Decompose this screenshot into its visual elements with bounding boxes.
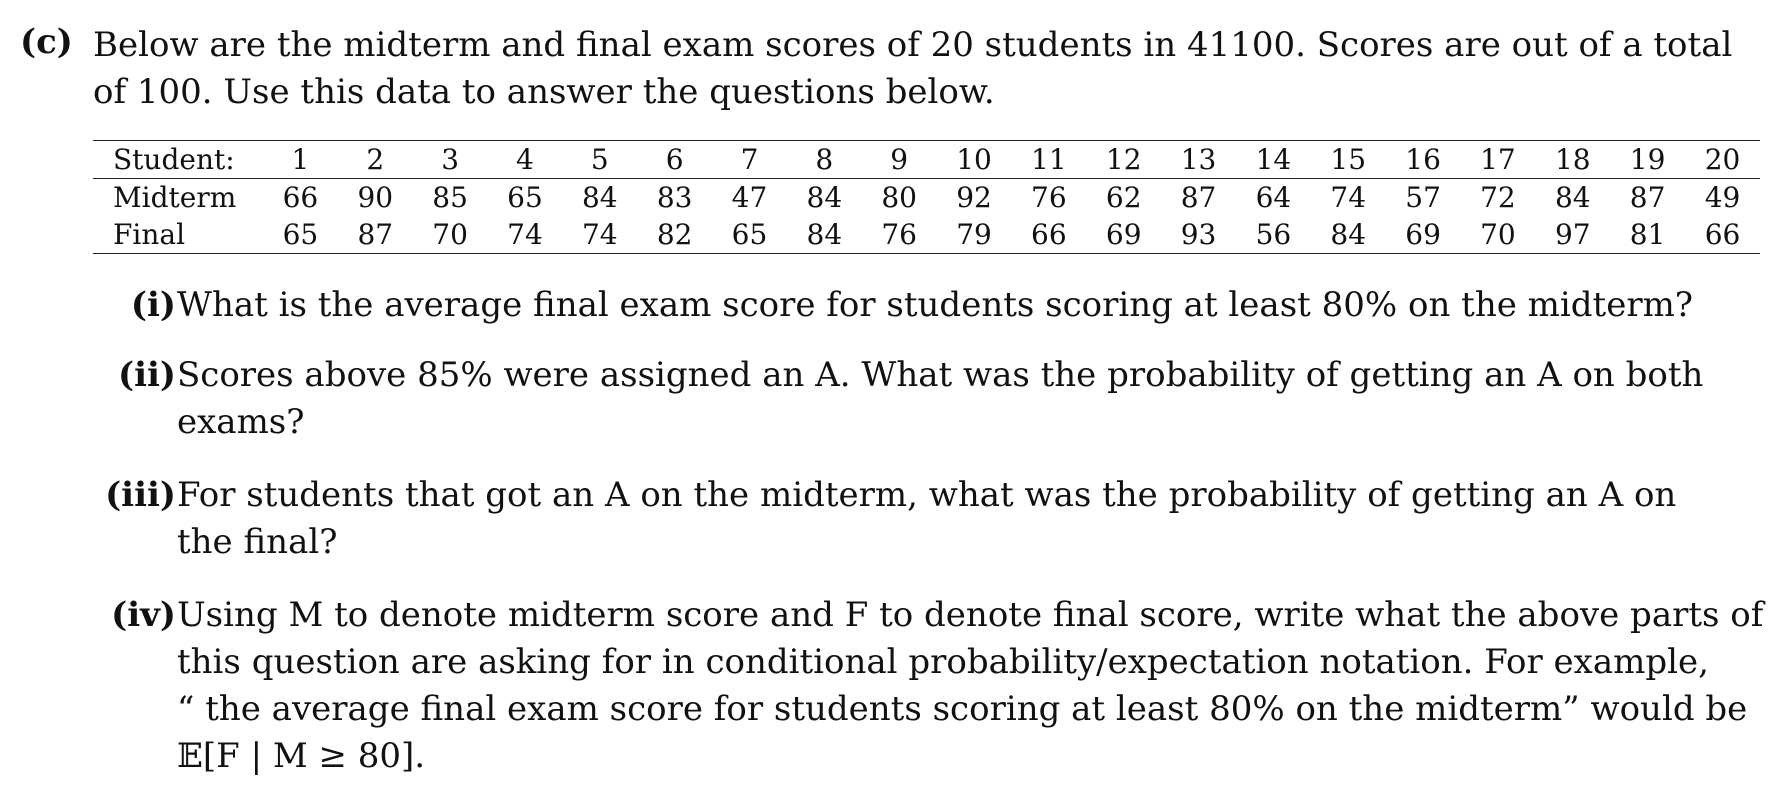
table-header-row	[93, 141, 1760, 179]
header-label: Student:	[93, 141, 263, 179]
question-line: this question are asking for in conditional probability/expectation notation. For example,	[177, 642, 1709, 682]
score-cell: 84	[581, 181, 618, 214]
student-number: 2	[338, 141, 413, 179]
student-number: 14	[1236, 141, 1311, 179]
score-cell: 64	[1255, 181, 1292, 214]
table-row-midterm	[93, 179, 1760, 217]
score-cell: 66	[1031, 218, 1067, 251]
question-line: For students that got an A on the midterm, what was the probability of getting an A on	[177, 475, 1677, 515]
question-label: (iv)	[111, 595, 176, 635]
student-number: 18	[1535, 141, 1610, 179]
student-number: 11	[1011, 141, 1086, 179]
score-cell: 92	[956, 181, 992, 214]
question-line: 𝔼[F | M ≥ 80].	[177, 736, 426, 776]
question-label: (i)	[130, 285, 176, 325]
score-cell: 70	[1480, 218, 1516, 251]
score-cell: 65	[282, 218, 319, 251]
score-cell: 79	[956, 218, 992, 251]
student-number: 9	[862, 141, 937, 179]
score-cell: 76	[1031, 181, 1067, 214]
score-cell: 62	[1105, 181, 1142, 214]
score-cell: 65	[507, 181, 543, 214]
score-cell: 57	[1405, 181, 1441, 214]
score-cell: 87	[1180, 181, 1217, 214]
score-cell: 74	[581, 218, 618, 251]
score-cell: 90	[357, 181, 394, 214]
row-label: Midterm	[113, 181, 237, 214]
score-cell: 74	[1330, 181, 1367, 214]
question-line: Using M to denote midterm score and F to denote final score, write what the above parts of	[177, 595, 1764, 635]
question-text	[177, 592, 1764, 780]
row-label: Final	[113, 218, 186, 251]
score-cell: 74	[507, 218, 543, 251]
student-number: 5	[562, 141, 637, 179]
table-row-final	[93, 216, 1760, 254]
score-cell: 93	[1180, 218, 1217, 251]
score-cell: 84	[1330, 218, 1367, 251]
score-cell: 66	[1704, 218, 1741, 251]
score-cell: 70	[432, 218, 468, 251]
score-cell: 85	[432, 181, 468, 214]
score-cell: 97	[1554, 218, 1591, 251]
question-line: “ the average final exam score for students scoring at least 80% on the midterm” would be	[177, 689, 1748, 729]
question-label: (iii)	[105, 475, 176, 515]
question-label: (ii)	[117, 355, 176, 395]
student-number: 19	[1610, 141, 1685, 179]
question-line: the final?	[177, 522, 338, 562]
score-cell: 81	[1629, 218, 1666, 251]
score-cell: 84	[806, 181, 843, 214]
student-number: 6	[637, 141, 712, 179]
part-label: (c)	[20, 22, 73, 62]
score-cell: 80	[881, 181, 917, 214]
student-number: 3	[413, 141, 488, 179]
scores-table	[93, 140, 1760, 254]
student-number: 4	[488, 141, 563, 179]
student-number: 15	[1311, 141, 1386, 179]
student-number: 17	[1461, 141, 1536, 179]
question-line: exams?	[177, 402, 305, 442]
intro-line: of 100. Use this data to answer the questions below.	[93, 72, 995, 112]
student-number: 13	[1161, 141, 1236, 179]
score-cell: 66	[282, 181, 319, 214]
question-text	[177, 282, 1707, 329]
student-number: 16	[1386, 141, 1461, 179]
intro-text	[93, 22, 1733, 116]
score-cell: 72	[1480, 181, 1516, 214]
score-cell: 76	[881, 218, 917, 251]
student-number: 1	[263, 141, 338, 179]
student-number: 12	[1086, 141, 1161, 179]
question-text	[177, 352, 1707, 446]
score-cell: 87	[357, 218, 394, 251]
score-cell: 83	[656, 181, 693, 214]
score-cell: 69	[1105, 218, 1142, 251]
question-line: What is the average final exam score for students scoring at least 80% on the midterm?	[177, 285, 1694, 325]
score-cell: 69	[1405, 218, 1441, 251]
score-cell: 84	[806, 218, 843, 251]
question-text	[177, 472, 1707, 566]
student-number: 10	[937, 141, 1012, 179]
score-cell: 47	[731, 181, 768, 214]
score-cell: 84	[1554, 181, 1591, 214]
score-cell: 87	[1629, 181, 1666, 214]
score-cell: 56	[1255, 218, 1292, 251]
score-cell: 49	[1704, 181, 1741, 214]
student-number: 8	[787, 141, 862, 179]
student-number: 20	[1685, 141, 1760, 179]
question-line: Scores above 85% were assigned an A. What was the probability of getting an A on both	[177, 355, 1704, 395]
score-cell: 82	[656, 218, 693, 251]
student-number: 7	[712, 141, 787, 179]
intro-line: Below are the midterm and final exam scores of 20 students in 41100. Scores are out of a total	[93, 25, 1733, 65]
score-cell: 65	[731, 218, 768, 251]
